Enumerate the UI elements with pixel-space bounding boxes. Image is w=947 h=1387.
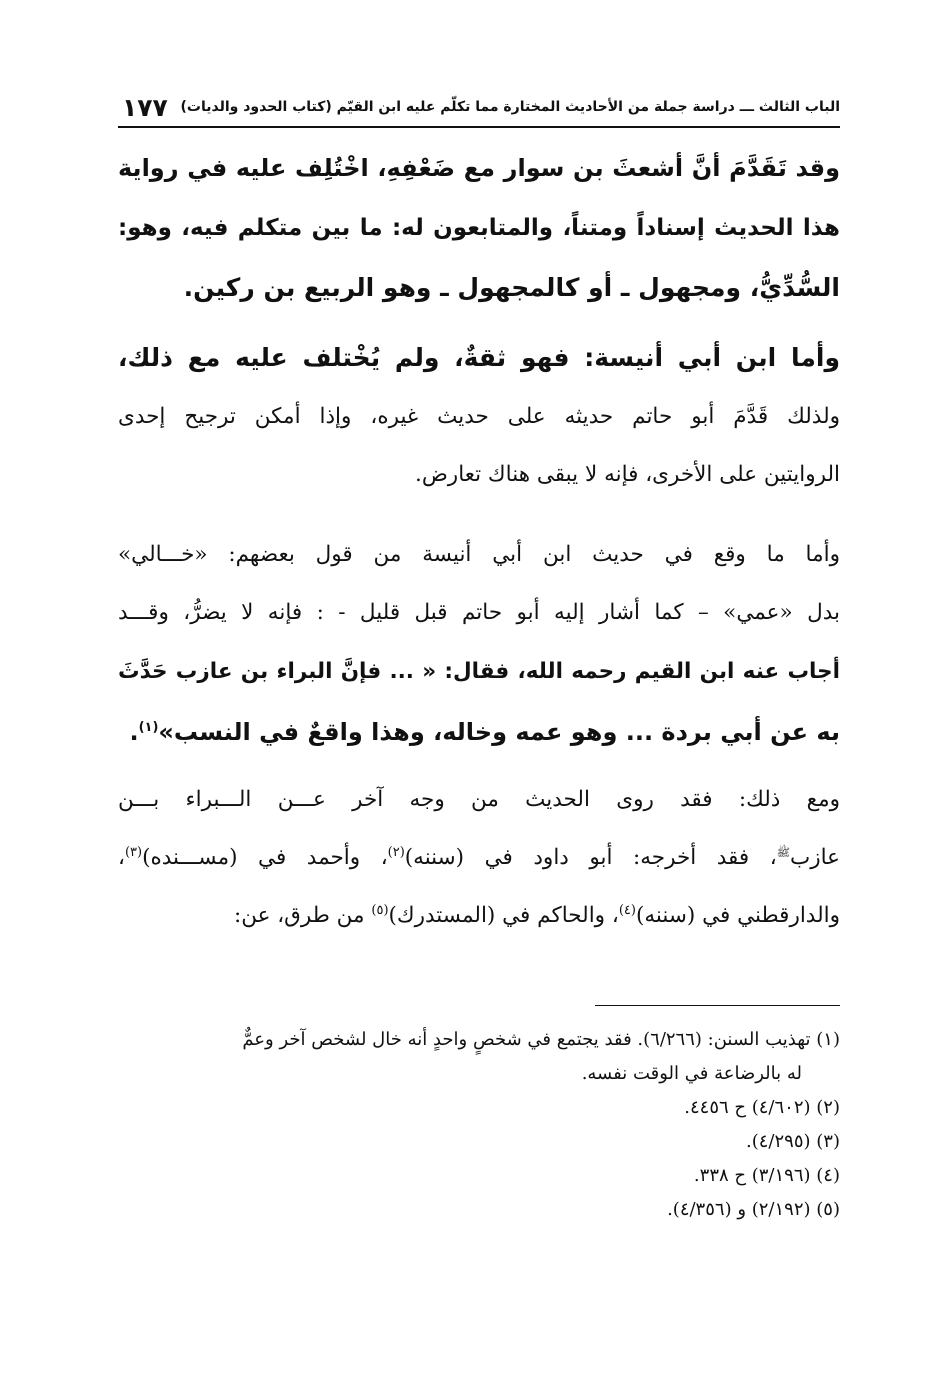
footnote-ref: (٤) xyxy=(618,902,636,918)
text-run: ، وأحمد في (مســـنده) xyxy=(142,845,388,870)
footnote-ref: (٣) xyxy=(124,844,143,860)
footnote-text: (١) تهذيب السنن: (٦/٢٦٦). فقد يجتمع في شخصٍ واحدٍ أنه خال لشخص آخر وعمٌّ xyxy=(242,1029,840,1050)
page-number: ١٧٧ xyxy=(122,92,168,122)
paragraph-2 xyxy=(118,328,840,504)
blessing-glyph: ﷺ xyxy=(776,845,790,859)
page-content xyxy=(118,88,840,1288)
header-rule xyxy=(118,126,840,128)
footnote-separator xyxy=(595,1005,840,1006)
paragraph-3-body xyxy=(118,526,840,642)
quote-line: أجاب عنه ابن القيم رحمه الله، فقال: « ... فإنَّ البراء بن عازب حَدَّثَ xyxy=(118,659,840,684)
paragraph-4 xyxy=(118,771,840,945)
running-header xyxy=(118,88,840,126)
paragraph-4-line xyxy=(118,887,840,945)
text-run: ، والحاكم في (المستدرك) xyxy=(388,903,619,928)
paragraph-4-line xyxy=(118,829,840,887)
paragraph-2-line: الروايتين على الأخرى، فإنه لا يبقى هناك تعارض. xyxy=(414,462,840,487)
paragraph-2-line: ولذلك قَدَّمَ أبو حاتم حديثه على حديث غيره، وإذا أمكن ترجيح إحدى xyxy=(118,404,840,429)
footnote-continuation: له بالرضاعة في الوقت نفسه. xyxy=(581,1063,802,1084)
text-run: ، xyxy=(118,845,125,870)
paragraph-3-line: وأما ما وقع في حديث ابن أبي أنيسة من قول بعضهم: «خـــالي» xyxy=(118,542,840,567)
footnote-ref: (١) xyxy=(138,720,159,735)
paragraph-3-quote xyxy=(118,642,840,762)
footnote-ref: (٥) xyxy=(371,902,389,918)
quote-end: . xyxy=(129,718,139,746)
footnote-item xyxy=(118,1023,840,1091)
paragraph-4-line: ومع ذلك: فقد روى الحديث من وجه آخر عـــن الـــبراء بـــن xyxy=(118,787,840,812)
paragraph-3 xyxy=(118,526,840,762)
footnote-item: (٥) (٢/١٩٢) و (٤/٣٥٦). xyxy=(667,1199,840,1220)
footnote-item: (٢) (٤/٦٠٢) ح ٤٤٥٦. xyxy=(684,1097,840,1118)
footnotes-list xyxy=(118,1023,840,1227)
chapter-running-title: الباب الثالث ـــ دراسة جملة من الأحاديث المختارة مما تكلّم عليه ابن القيّم (كتاب الحدود والديات) xyxy=(180,99,840,115)
paragraph-1-line: هذا الحديث إسناداً ومتناً، والمتابعون له: ما بين متكلم فيه، وهو: xyxy=(118,215,840,241)
text-run: من طرق، عن: xyxy=(233,903,372,928)
text-run: والدارقطني في (سننه) xyxy=(635,903,840,928)
footnote-item: (٣) (٤/٢٩٥). xyxy=(746,1131,840,1152)
text-run: عازب xyxy=(789,845,840,870)
footnote-item: (٤) (٣/١٩٦) ح ٣٣٨. xyxy=(693,1165,840,1186)
paragraph-1-line: السُّدِّيُّ، ومجهول ـ أو كالمجهول ـ وهو الربيع بن ركين. xyxy=(183,273,840,302)
quote-text: به عن أبي بردة ... وهو عمه وخاله، وهذا واقعٌ في النسب» xyxy=(158,718,840,746)
paragraph-1 xyxy=(118,138,840,318)
paragraph-2-body xyxy=(118,388,840,504)
paragraph-2-bold-line: وأما ابن أبي أنيسة: فهو ثقةٌ، ولم يُخْتلف عليه مع ذلك، xyxy=(118,343,840,372)
paragraph-1-line: وقد تَقَدَّمَ أنَّ أشعثَ بن سوار مع ضَعْفِهِ، اخْتُلِف عليه في رواية xyxy=(118,154,840,182)
paragraph-3-line: بدل «عمي» – كما أشار إليه أبو حاتم قبل قليل - : فإنه لا يضرُّ، وقـــد xyxy=(118,600,840,625)
footnote-ref: (٢) xyxy=(387,844,405,860)
quote-line-last xyxy=(118,702,840,762)
text-run: ، فقد أخرجه: أبو داود في (سننه) xyxy=(404,845,777,870)
